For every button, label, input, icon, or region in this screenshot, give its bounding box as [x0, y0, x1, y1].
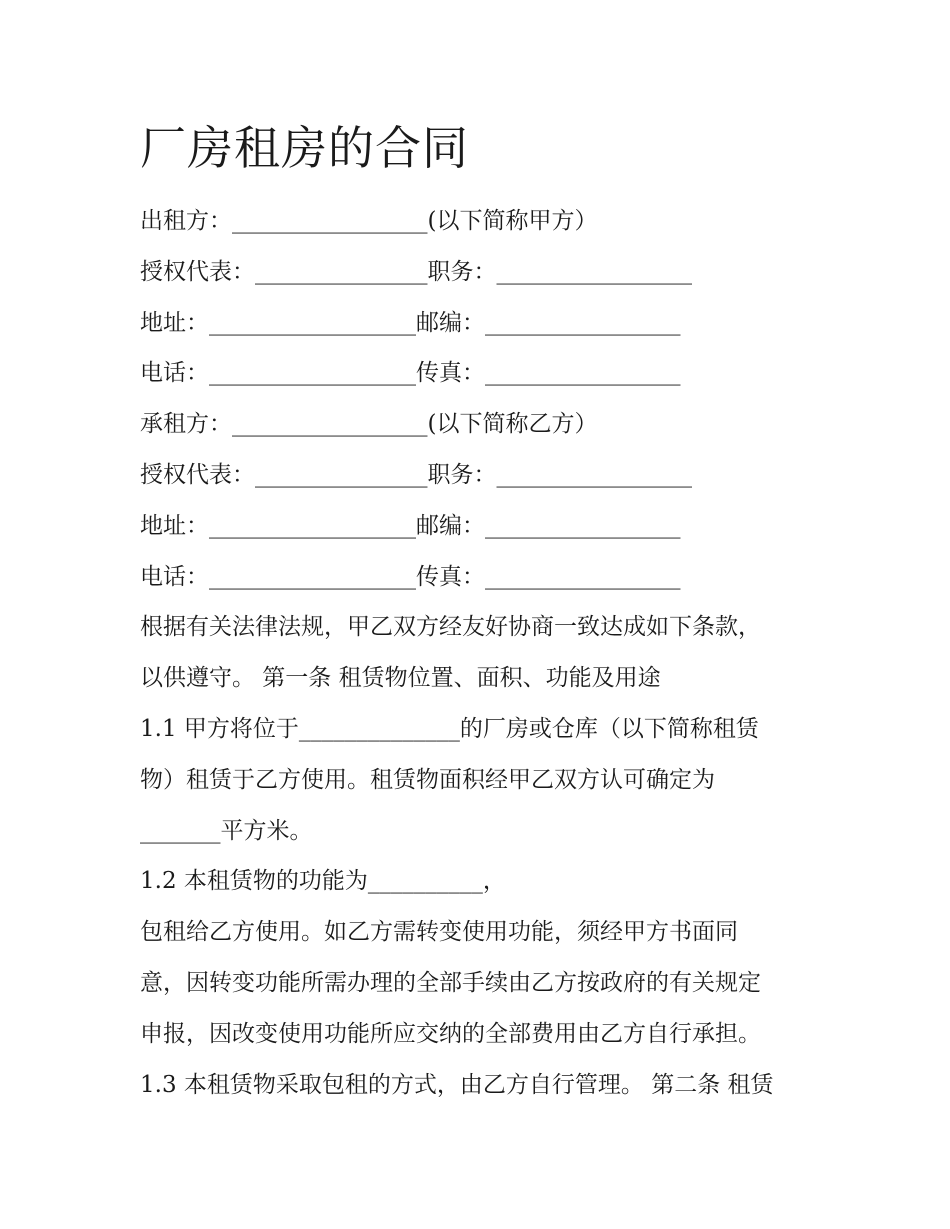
lessor-representative-line: 授权代表：_______________职务：_________________: [140, 258, 692, 285]
document-body: [140, 196, 830, 1110]
clause-1-2-line: 1.2 本租赁物的功能为__________，: [140, 868, 506, 895]
lessee-address-line: 地址：__________________邮编：_________________: [140, 512, 681, 539]
clause-1-3-line: 1.3 本租赁物采取包租的方式，由乙方自行管理。 第二条 租赁: [140, 1071, 774, 1098]
body-text-line: 物）租赁于乙方使用。租赁物面积经甲乙双方认可确定为: [140, 766, 715, 793]
body-text-line: 意，因转变功能所需办理的全部手续由乙方按政府的有关规定: [140, 969, 761, 996]
lessee-representative-line: 授权代表：_______________职务：_________________: [140, 461, 692, 488]
body-text-line: 申报，因改变使用功能所应交纳的全部费用由乙方自行承担。: [140, 1020, 761, 1047]
lessor-address-line: 地址：__________________邮编：_________________: [140, 309, 681, 336]
document-title: 厂房租房的合同: [140, 121, 469, 175]
lessee-phone-line: 电话：__________________传真：_________________: [140, 563, 681, 590]
lessor-line: 出租方：_________________(以下简称甲方）: [140, 208, 598, 234]
body-text-line: 以供遵守。 第一条 租赁物位置、面积、功能及用途: [140, 665, 661, 692]
body-text-line: 包租给乙方使用。如乙方需转变使用功能，须经甲方书面同: [140, 919, 738, 946]
body-text-line: 根据有关法律法规，甲乙双方经友好协商一致达成如下条款，: [140, 614, 761, 641]
lessee-line: 承租方：_________________(以下简称乙方）: [140, 411, 598, 438]
clause-1-1-line: 1.1 甲方将位于______________的厂房或仓库（以下简称租赁: [140, 715, 759, 742]
body-text-line: _______平方米。: [140, 817, 313, 844]
lessor-phone-line: 电话：__________________传真：_________________: [140, 360, 681, 387]
